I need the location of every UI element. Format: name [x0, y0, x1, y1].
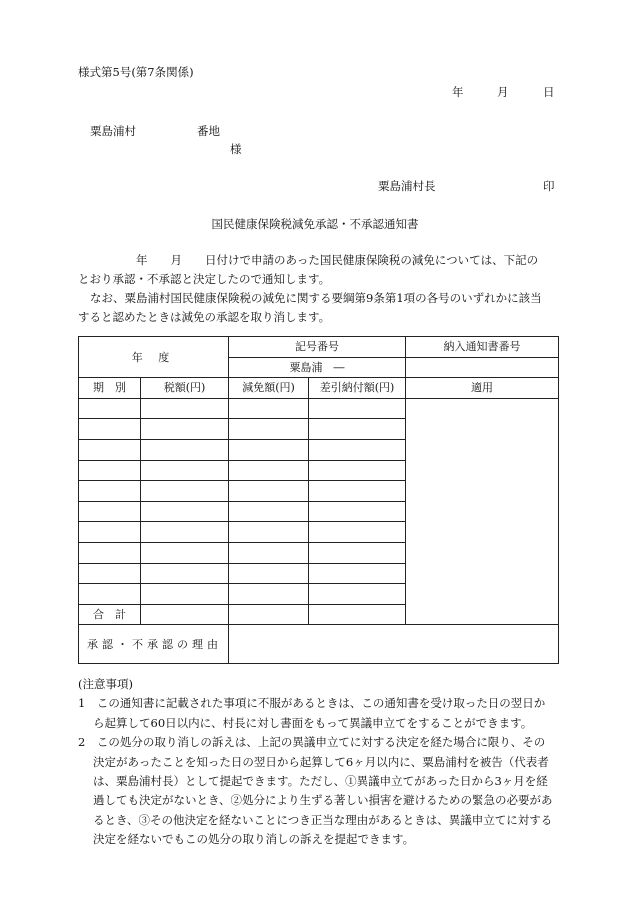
issuer-title: 粟島浦村長 [378, 179, 436, 193]
note-1-line-1: 1 この通知書に記載された事項に不服があるときは、この通知書を受け取った日の翌日か [78, 696, 546, 711]
tax-cell [141, 542, 229, 563]
period-cell [79, 501, 141, 522]
tax-cell [141, 501, 229, 522]
period-header: 期 別 [79, 378, 141, 399]
tax-cell [141, 439, 229, 460]
reduction-cell [229, 563, 309, 584]
net-cell [309, 419, 406, 440]
total-label: 合 計 [79, 604, 141, 625]
note-1-line-2: ら起算して60日以内に、村長に対し書面をもって異議申立てをすることができます。 [93, 715, 533, 730]
period-cell [79, 419, 141, 440]
date-month-label: 月 [497, 85, 509, 99]
reason-value [229, 625, 559, 664]
form-number: 様式第5号(第7条関係) [78, 65, 194, 79]
note-2-line-5: るとき、③その他決定を経ないことにつき正当な理由があるときは、異議申立てに対する [93, 812, 553, 827]
reduction-cell [229, 419, 309, 440]
reduction-cell [229, 501, 309, 522]
addressee-village: 粟島浦村 [90, 124, 136, 138]
notes-heading: (注意事項) [78, 677, 133, 691]
period-cell [79, 584, 141, 605]
total-net-cell [309, 604, 406, 625]
period-cell [79, 481, 141, 502]
net-cell [309, 584, 406, 605]
issuer-seal: 印 [543, 179, 555, 193]
addressee-banchi: 番地 [197, 124, 220, 138]
net-cell [309, 563, 406, 584]
reduction-cell [229, 542, 309, 563]
total-tax-cell [141, 604, 229, 625]
body-line-4: すると認めたときは減免の承認を取り消します。 [78, 310, 331, 324]
notes-section [78, 675, 568, 850]
net-cell [309, 501, 406, 522]
net-cell [309, 398, 406, 419]
body-line-3: なお、粟島浦村国民健康保険税の減免に関する要綱第9条第1項の各号のいずれかに該当 [90, 291, 542, 305]
reason-label: 承認・不承認の理由 [79, 625, 229, 664]
period-cell [79, 439, 141, 460]
record-number-value: 粟島浦 ― [229, 357, 406, 378]
reduction-cell [229, 481, 309, 502]
tax-amount-header: 税額(円) [141, 378, 229, 399]
tax-cell [141, 460, 229, 481]
period-cell [79, 522, 141, 543]
tax-cell [141, 419, 229, 440]
remarks-header: 適用 [406, 378, 559, 399]
note-2-line-1: 2 この処分の取り消しの訴えは、上記の異議申立てに対する決定を経た場合に限り、その [78, 735, 546, 750]
net-cell [309, 481, 406, 502]
tax-reduction-table [78, 336, 559, 664]
period-cell [79, 563, 141, 584]
reduction-cell [229, 439, 309, 460]
note-2-line-3: は、粟島浦村長）として提起できます。ただし、①異議申立てがあった日から3ヶ月を経 [93, 774, 548, 789]
net-amount-header: 差引納付額(円) [309, 378, 406, 399]
remarks-cell [406, 398, 559, 625]
tax-cell [141, 563, 229, 584]
record-number-header: 記号番号 [229, 337, 406, 358]
date-year-label: 年 [452, 85, 464, 99]
net-cell [309, 522, 406, 543]
note-2-line-4: 過しても決定がないとき、②処分により生ずる著しい損害を避けるための緊急の必要があ [93, 793, 553, 808]
body-line-1: 年 月 日付けで申請のあった国民健康保険税の減免については、下記の [136, 253, 539, 267]
document-title: 国民健康保険税減免承認・不承認通知書 [211, 217, 419, 231]
net-cell [309, 460, 406, 481]
net-cell [309, 542, 406, 563]
reduction-amount-header: 減免額(円) [229, 378, 309, 399]
addressee-sama: 様 [230, 142, 242, 156]
tax-cell [141, 522, 229, 543]
notice-number-value [406, 357, 559, 378]
tax-cell [141, 398, 229, 419]
total-reduction-cell [229, 604, 309, 625]
reduction-cell [229, 584, 309, 605]
period-cell [79, 542, 141, 563]
date-day-label: 日 [543, 85, 555, 99]
reduction-cell [229, 460, 309, 481]
note-2-line-2: 決定があったことを知った日の翌日から起算して6ヶ月以内に、粟島浦村を被告（代表者 [93, 754, 549, 769]
body-line-2: とおり承認・不承認と決定したので通知します。 [78, 272, 331, 286]
reason-row [79, 625, 559, 664]
period-cell [79, 398, 141, 419]
period-cell [79, 460, 141, 481]
note-2-line-6: 決定を経ないでもこの処分の取り消しの訴えを提起できます。 [93, 832, 415, 847]
reduction-cell [229, 398, 309, 419]
body-paragraph [78, 251, 558, 327]
table-row [79, 398, 559, 419]
tax-cell [141, 584, 229, 605]
notice-number-header: 納入通知書番号 [406, 337, 559, 358]
reduction-cell [229, 522, 309, 543]
net-cell [309, 439, 406, 460]
year-header: 年 度 [79, 337, 229, 378]
tax-cell [141, 481, 229, 502]
